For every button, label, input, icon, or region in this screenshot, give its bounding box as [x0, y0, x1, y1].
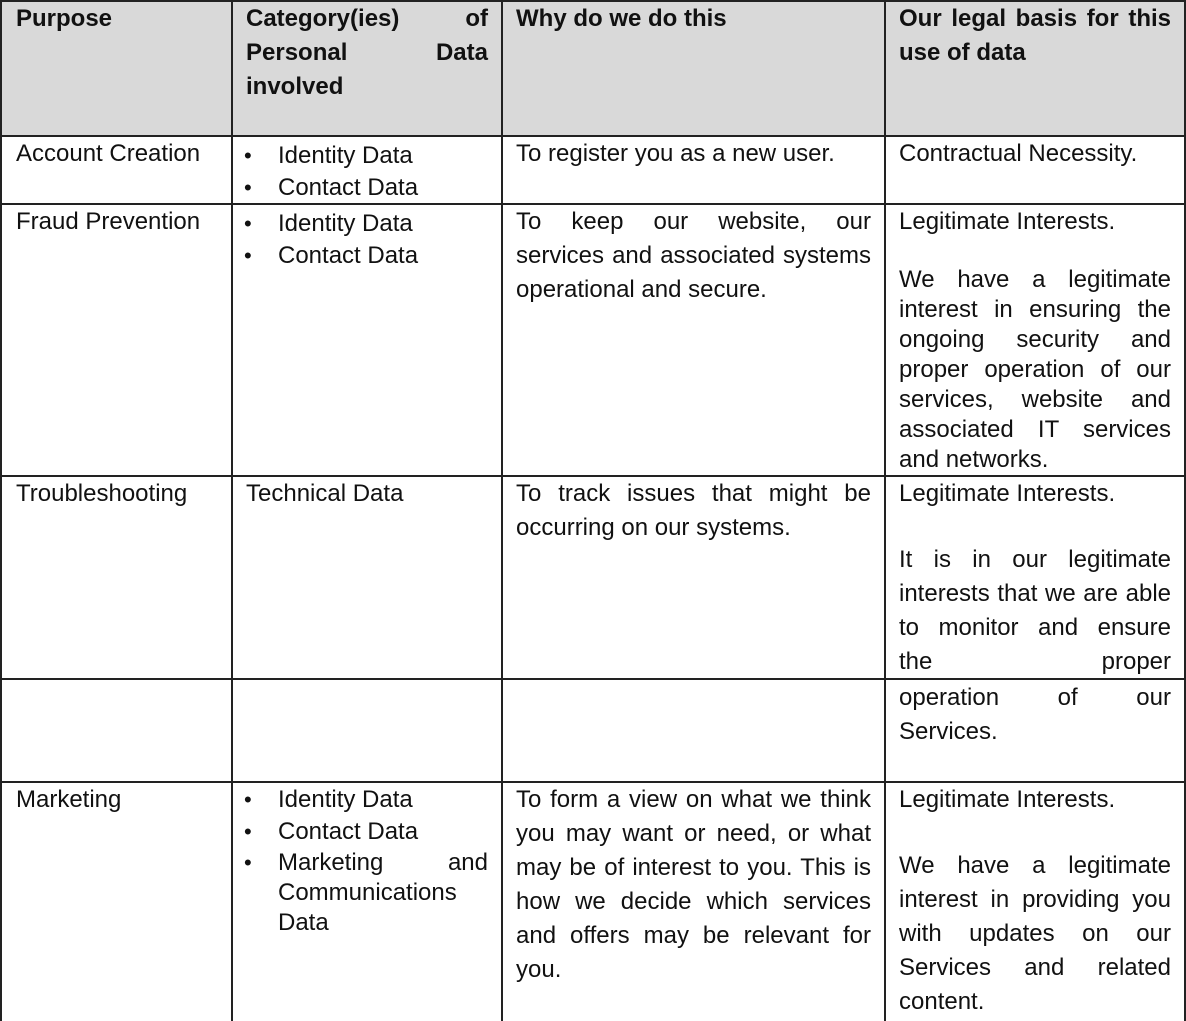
table-row	[0, 476, 1186, 680]
cell-purpose: Account Creation	[16, 140, 201, 167]
border-row-1	[0, 203, 1186, 205]
table-row	[0, 204, 1186, 476]
cell-why: To keep our website, our services and associated systems operational and secure.	[516, 208, 871, 303]
cell-categories	[232, 782, 502, 1021]
category-list	[232, 782, 502, 938]
header-categories: Category(ies) of Personal Data involved	[232, 0, 502, 136]
cell-why: To track issues that might be occurring on our systems.	[516, 480, 871, 541]
cell-legal-basis: Contractual Necessity.	[899, 140, 1138, 167]
cell-why: To register you as a new user.	[516, 140, 835, 167]
category-list	[232, 204, 502, 272]
header-why: Why do we do this	[502, 0, 885, 136]
border-left	[0, 0, 2, 1021]
cell-purpose: Fraud Prevention	[16, 208, 201, 235]
cell-purpose: Troubleshooting	[16, 480, 188, 507]
border-col-3	[884, 0, 886, 1021]
list-item: • Identity Data	[232, 140, 502, 172]
list-item: • Contact Data	[232, 172, 502, 204]
border-row-2	[0, 475, 1186, 477]
table-row	[0, 680, 1186, 782]
list-item: • Contact Data	[232, 816, 488, 848]
list-item: • Identity Data	[232, 208, 502, 240]
cell-legal-basis: Legitimate Interests. We have a legitimate interest in providing you with updates on our Services and related content.	[899, 786, 1171, 1015]
list-item: • Contact Data	[232, 240, 502, 272]
list-item: • Identity Data	[232, 784, 488, 816]
border-header-bottom	[0, 135, 1186, 137]
cell-categories: Technical Data	[246, 480, 404, 507]
cell-purpose: Marketing	[16, 786, 122, 813]
border-row-3	[0, 678, 1186, 680]
table-row	[0, 136, 1186, 204]
border-top	[0, 0, 1186, 2]
border-col-1	[231, 0, 233, 1021]
table-header-row	[0, 0, 1186, 136]
list-item: • Marketing and Communications Data	[232, 848, 488, 938]
border-col-2	[501, 0, 503, 1021]
cell-legal-basis: Legitimate Interests. It is in our legitimate interests that we are able to monitor and ensure the proper	[899, 480, 1171, 675]
cell-categories	[232, 204, 502, 476]
category-list	[232, 136, 502, 204]
cell-legal-basis-continued: operation of our Services.	[899, 684, 1171, 745]
table-row	[0, 782, 1186, 1021]
header-legal-basis: Our legal basis for this use of data	[885, 0, 1185, 136]
cell-legal-basis: Legitimate Interests. We have a legitimate interest in ensuring the ongoing security and proper operation of our services, website and associated IT services and networks.	[899, 208, 1171, 473]
border-row-4	[0, 781, 1186, 783]
cell-why: To form a view on what we think you may want or need, or what may be of interest to you. This is how we decide which services and offers may be relevant for you.	[516, 786, 871, 983]
cell-categories	[232, 136, 502, 204]
header-purpose: Purpose	[2, 0, 232, 136]
